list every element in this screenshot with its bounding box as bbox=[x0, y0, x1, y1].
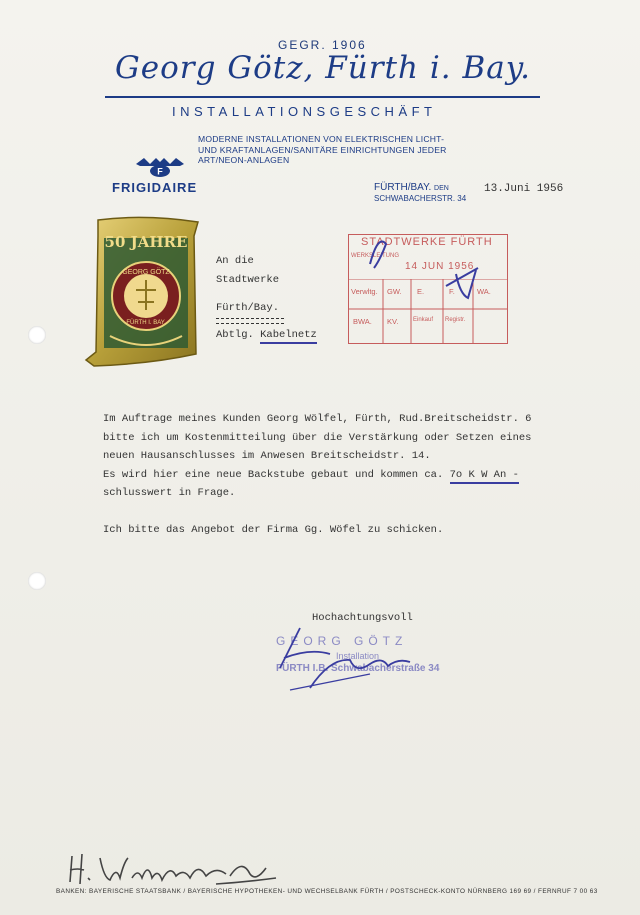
body-line: neuen Hausanschlusses im Anwesen Breitscheidstr. 14. bbox=[103, 450, 431, 462]
city: FÜRTH/BAY. bbox=[374, 182, 432, 193]
punch-hole bbox=[28, 572, 46, 590]
body-line-text: Es wird hier eine neue Backstube gebaut und kommen ca. bbox=[103, 468, 450, 481]
company-stamp-name: GEORG GÖTZ bbox=[276, 634, 408, 648]
svg-text:GEORG GÖTZ: GEORG GÖTZ bbox=[122, 269, 170, 276]
stamp-handwritten-marks bbox=[360, 224, 500, 314]
stamp-cell: Registr. bbox=[445, 317, 466, 323]
svg-text:FÜRTH I. BAY.: FÜRTH I. BAY. bbox=[126, 320, 166, 326]
department-prefix: Abtlg. bbox=[216, 329, 261, 341]
letter-body bbox=[103, 410, 531, 539]
services-line: ART/NEON-ANLAGEN bbox=[198, 155, 290, 165]
stamp-cell: WA. bbox=[477, 287, 491, 296]
recipient-separator bbox=[216, 318, 284, 324]
stamp-cell: Verwltg. bbox=[351, 287, 378, 296]
punch-hole bbox=[28, 326, 46, 344]
body-line bbox=[103, 466, 531, 485]
stamp-label: WERKSLEITUNG bbox=[351, 253, 400, 259]
stamp-cell: E. bbox=[417, 287, 425, 296]
body-line: bitte ich um Kostenmitteilung über die Verstärkung oder Setzen eines bbox=[103, 431, 532, 444]
company-name: Georg Götz, Fürth i. Bay. bbox=[115, 50, 531, 86]
body-line: Ich bitte das Angebot der Firma Gg. Wöfel zu schicken. bbox=[103, 523, 444, 536]
founded-year: GEGR. 1906 bbox=[278, 38, 367, 52]
city-suffix: DEN bbox=[434, 185, 449, 192]
stamp-cell: BWA. bbox=[353, 317, 372, 326]
recipient-line: Stadtwerke bbox=[216, 274, 280, 286]
stamp-cell: Einkauf bbox=[413, 317, 434, 323]
stamp-date: 14 JUN 1956 bbox=[405, 261, 475, 272]
frigidaire-brand: FRIGIDAIRE bbox=[112, 180, 198, 195]
frigidaire-logo-icon bbox=[134, 156, 186, 178]
street-address: SCHWABACHERSTR. 34 bbox=[374, 194, 467, 203]
connection-value: 7o K W An - bbox=[450, 469, 519, 484]
recipient-line: An die bbox=[216, 255, 254, 267]
place-line bbox=[374, 182, 449, 193]
company-stamp-sub: Installation bbox=[336, 651, 380, 661]
services-line: MODERNE INSTALLATIONEN VON ELEKTRISCHEN LICHT- bbox=[198, 134, 445, 144]
body-line: schlusswert in Frage. bbox=[103, 487, 236, 499]
stamp-cell: GW. bbox=[387, 287, 402, 296]
trade-title: INSTALLATIONSGESCHÄFT bbox=[172, 104, 437, 119]
signature bbox=[270, 618, 430, 698]
stamp-cell: F. bbox=[449, 287, 455, 296]
services-line: UND KRAFTANLAGEN/SANITÄRE EINRICHTUNGEN JEDER bbox=[198, 144, 447, 155]
anniversary-badge-seal bbox=[84, 214, 206, 372]
svg-text:50 JAHRE: 50 JAHRE bbox=[104, 233, 188, 251]
stamp-title: STADTWERKE FÜRTH bbox=[361, 236, 493, 248]
recipient-line: Fürth/Bay. bbox=[216, 302, 280, 314]
company-stamp-address: FÜRTH I.B. Schwabacherstraße 34 bbox=[276, 663, 440, 674]
department-name: Kabelnetz bbox=[260, 329, 317, 344]
closing-greeting: Hochachtungsvoll bbox=[312, 612, 413, 624]
footer-bank-details: BANKEN: BAYERISCHE STAATSBANK / BAYERISCHE HYPOTHEKEN- UND WECHSELBANK FÜRTH / POSTSCHECK-KONTO NÜRNBERG 169 69 / FERNRUF 7 00 63 bbox=[56, 888, 598, 895]
letterhead-rule bbox=[105, 96, 540, 98]
letter-date: 13.Juni 1956 bbox=[484, 183, 564, 195]
recipient-department bbox=[216, 329, 317, 341]
svg-text:F: F bbox=[157, 166, 163, 177]
stamp-cell: KV. bbox=[387, 317, 399, 326]
services-description bbox=[198, 134, 478, 166]
body-line: Im Auftrage meines Kunden Georg Wölfel, Fürth, Rud.Breitscheidstr. 6 bbox=[103, 413, 532, 425]
